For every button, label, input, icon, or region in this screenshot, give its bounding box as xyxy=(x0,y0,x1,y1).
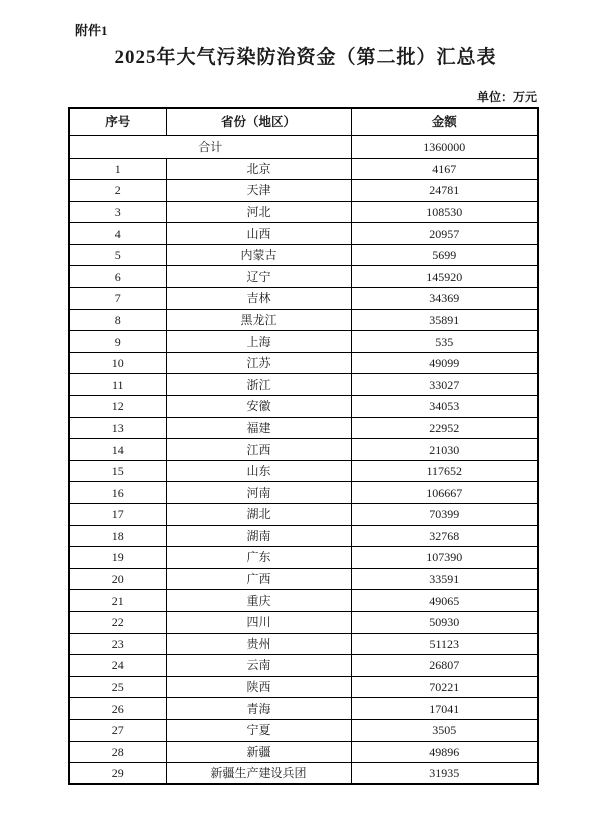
row-number-cell: 26 xyxy=(69,698,166,720)
row-number-cell: 11 xyxy=(69,374,166,396)
region-cell: 贵州 xyxy=(166,633,351,655)
region-cell: 四川 xyxy=(166,611,351,633)
row-number-cell: 21 xyxy=(69,590,166,612)
region-cell: 吉林 xyxy=(166,288,351,310)
row-number-cell: 8 xyxy=(69,309,166,331)
region-cell: 新疆生产建设兵团 xyxy=(166,763,351,785)
region-cell: 青海 xyxy=(166,698,351,720)
region-cell: 新疆 xyxy=(166,741,351,763)
row-number-cell: 6 xyxy=(69,266,166,288)
attachment-label: 附件1 xyxy=(75,23,108,38)
amount-cell: 33027 xyxy=(351,374,538,396)
region-cell: 广西 xyxy=(166,568,351,590)
region-cell: 上海 xyxy=(166,331,351,353)
region-cell: 浙江 xyxy=(166,374,351,396)
amount-cell: 49896 xyxy=(351,741,538,763)
amount-cell: 34369 xyxy=(351,288,538,310)
row-number-cell: 24 xyxy=(69,655,166,677)
amount-cell: 20957 xyxy=(351,223,538,245)
table-row xyxy=(69,266,538,288)
table-row xyxy=(69,676,538,698)
row-number-cell: 29 xyxy=(69,763,166,785)
region-cell: 江苏 xyxy=(166,352,351,374)
region-cell: 云南 xyxy=(166,655,351,677)
table-row xyxy=(69,504,538,526)
row-number-cell: 19 xyxy=(69,547,166,569)
region-cell: 山东 xyxy=(166,460,351,482)
amount-cell: 50930 xyxy=(351,611,538,633)
table-header-row xyxy=(69,108,538,135)
row-number-cell: 27 xyxy=(69,719,166,741)
row-number-cell: 13 xyxy=(69,417,166,439)
amount-cell: 49099 xyxy=(351,352,538,374)
row-number-cell: 14 xyxy=(69,439,166,461)
table-row xyxy=(69,633,538,655)
region-cell: 陕西 xyxy=(166,676,351,698)
page-title: 2025年大气污染防治资金（第二批）汇总表 xyxy=(114,47,497,68)
row-number-cell: 25 xyxy=(69,676,166,698)
table-row xyxy=(69,223,538,245)
amount-cell: 70221 xyxy=(351,676,538,698)
table-row xyxy=(69,482,538,504)
table-row xyxy=(69,568,538,590)
row-number-cell: 12 xyxy=(69,396,166,418)
region-cell: 黑龙江 xyxy=(166,309,351,331)
table-row xyxy=(69,309,538,331)
region-cell: 湖北 xyxy=(166,504,351,526)
amount-cell: 117652 xyxy=(351,460,538,482)
table-row xyxy=(69,374,538,396)
region-cell: 福建 xyxy=(166,417,351,439)
row-number-cell: 4 xyxy=(69,223,166,245)
column-header-serial: 序号 xyxy=(69,108,166,135)
amount-cell: 17041 xyxy=(351,698,538,720)
row-number-cell: 2 xyxy=(69,180,166,202)
table-row xyxy=(69,158,538,180)
row-number-cell: 18 xyxy=(69,525,166,547)
row-number-cell: 22 xyxy=(69,611,166,633)
region-cell: 天津 xyxy=(166,180,351,202)
amount-cell: 108530 xyxy=(351,201,538,223)
amount-cell: 70399 xyxy=(351,504,538,526)
row-number-cell: 9 xyxy=(69,331,166,353)
row-number-cell: 17 xyxy=(69,504,166,526)
region-cell: 宁夏 xyxy=(166,719,351,741)
region-cell: 北京 xyxy=(166,158,351,180)
region-cell: 江西 xyxy=(166,439,351,461)
table-row xyxy=(69,417,538,439)
table-row xyxy=(69,288,538,310)
amount-cell: 3505 xyxy=(351,719,538,741)
total-row xyxy=(69,135,538,158)
row-number-cell: 7 xyxy=(69,288,166,310)
amount-cell: 49065 xyxy=(351,590,538,612)
amount-cell: 145920 xyxy=(351,266,538,288)
region-cell: 河北 xyxy=(166,201,351,223)
amount-cell: 4167 xyxy=(351,158,538,180)
amount-cell: 21030 xyxy=(351,439,538,461)
amount-cell: 22952 xyxy=(351,417,538,439)
funds-summary-table xyxy=(68,107,539,785)
column-header-region: 省份（地区） xyxy=(166,108,351,135)
table-row xyxy=(69,439,538,461)
table-row xyxy=(69,719,538,741)
amount-cell: 35891 xyxy=(351,309,538,331)
table-row xyxy=(69,655,538,677)
table-row xyxy=(69,741,538,763)
table-row xyxy=(69,331,538,353)
row-number-cell: 16 xyxy=(69,482,166,504)
table-row xyxy=(69,460,538,482)
region-cell: 重庆 xyxy=(166,590,351,612)
amount-cell: 106667 xyxy=(351,482,538,504)
table-body xyxy=(69,158,538,784)
region-cell: 湖南 xyxy=(166,525,351,547)
table-row xyxy=(69,201,538,223)
amount-cell: 26807 xyxy=(351,655,538,677)
region-cell: 广东 xyxy=(166,547,351,569)
amount-cell: 51123 xyxy=(351,633,538,655)
table-row xyxy=(69,244,538,266)
region-cell: 内蒙古 xyxy=(166,244,351,266)
amount-cell: 31935 xyxy=(351,763,538,785)
table-row xyxy=(69,590,538,612)
row-number-cell: 15 xyxy=(69,460,166,482)
unit-note: 单位：万元 xyxy=(476,90,537,104)
amount-cell: 34053 xyxy=(351,396,538,418)
table-row xyxy=(69,698,538,720)
amount-cell: 107390 xyxy=(351,547,538,569)
amount-cell: 5699 xyxy=(351,244,538,266)
row-number-cell: 20 xyxy=(69,568,166,590)
table-row xyxy=(69,611,538,633)
table-row xyxy=(69,352,538,374)
row-number-cell: 23 xyxy=(69,633,166,655)
table-row xyxy=(69,547,538,569)
column-header-amount: 金额 xyxy=(351,108,538,135)
row-number-cell: 3 xyxy=(69,201,166,223)
total-amount-cell: 1360000 xyxy=(351,135,538,158)
region-cell: 河南 xyxy=(166,482,351,504)
table-row xyxy=(69,763,538,785)
table-row xyxy=(69,396,538,418)
row-number-cell: 1 xyxy=(69,158,166,180)
table-row xyxy=(69,525,538,547)
amount-cell: 535 xyxy=(351,331,538,353)
total-label-cell: 合计 xyxy=(69,135,351,158)
amount-cell: 24781 xyxy=(351,180,538,202)
row-number-cell: 5 xyxy=(69,244,166,266)
amount-cell: 33591 xyxy=(351,568,538,590)
region-cell: 辽宁 xyxy=(166,266,351,288)
row-number-cell: 10 xyxy=(69,352,166,374)
region-cell: 安徽 xyxy=(166,396,351,418)
amount-cell: 32768 xyxy=(351,525,538,547)
table-row xyxy=(69,180,538,202)
row-number-cell: 28 xyxy=(69,741,166,763)
region-cell: 山西 xyxy=(166,223,351,245)
